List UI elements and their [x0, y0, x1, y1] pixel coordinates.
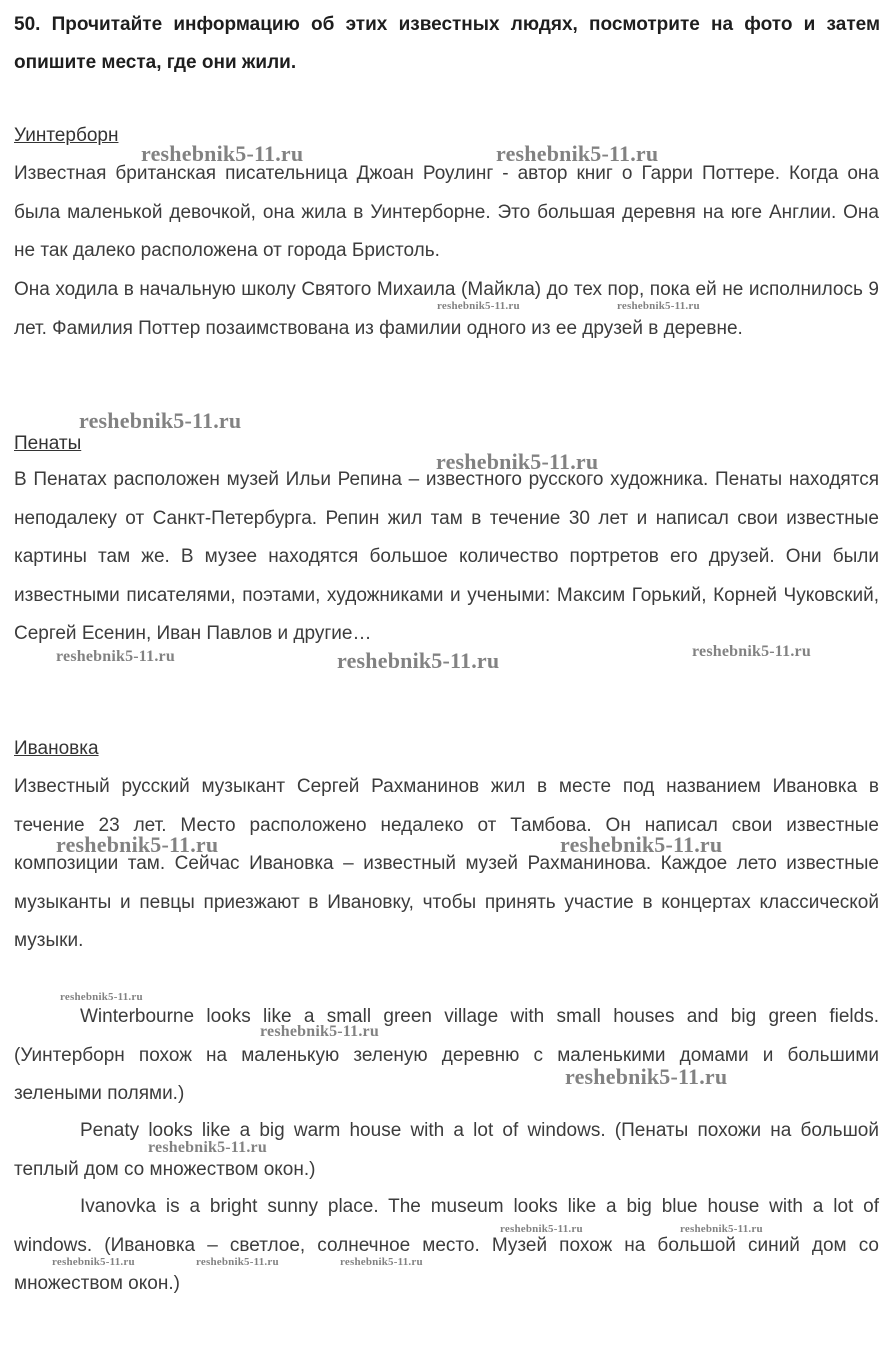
watermark: reshebnik5-11.ru — [260, 1023, 379, 1040]
watermark: reshebnik5-11.ru — [617, 300, 700, 312]
watermark: reshebnik5-11.ru — [436, 449, 599, 474]
section-text-winterbourne-2: Она ходила в начальную школу Святого Михаила (Майкла) до тех пор, пока ей не исполнилось 9 лет. Фамилия Поттер позаимствована из фамилии одного из ее друзей в деревне. — [14, 279, 879, 339]
answer-penaty: Penaty looks like a big warm house with a lot of windows. (Пенаты похожи на большой теплый дом со множеством окон.) — [14, 1120, 879, 1180]
watermark: reshebnik5-11.ru — [692, 643, 811, 660]
section-heading-ivanovka: Ивановка — [14, 738, 99, 759]
watermark: reshebnik5-11.ru — [52, 1256, 135, 1268]
watermark: reshebnik5-11.ru — [565, 1064, 728, 1089]
watermark: reshebnik5-11.ru — [141, 141, 304, 166]
watermark: reshebnik5-11.ru — [148, 1139, 267, 1156]
watermark: reshebnik5-11.ru — [56, 832, 219, 857]
section-text-winterbourne: Известная британская писательница Джоан Роулинг - автор книг о Гарри Поттере. Когда она была маленькой девочкой, она жила в Уинтерборне. Это большая деревня на юге Англии. Она не так далеко расположена от города Бристоль. — [14, 163, 879, 261]
section-heading-winterbourne: Уинтерборн — [14, 125, 119, 146]
section-text-ivanovka: Известный русский музыкант Сергей Рахманинов жил в месте под названием Ивановка в течение 23 лет. Место расположено недалеко от Тамбова. Он написал свои известные композиции там. Сейчас Ивановка – известный музей Рахманинова. Каждое лето известные музыканты и певцы приезжают в Ивановку, чтобы принять участие в концертах классической музыки. — [14, 776, 879, 951]
task-title: 50. Прочитайте информацию об этих известных людях, посмотрите на фото и затем опишите места, где они жили. — [14, 14, 880, 73]
section-text-penaty: В Пенатах расположен музей Ильи Репина – известного русского художника. Пенаты находятся неподалеку от Санкт-Петербурга. Репин жил там в течение 30 лет и написал свои известные картины там же. В музее находятся большое количество портретов его друзей. Они были известными писателями, поэтами, художниками и учеными: Максим Горький, Корней Чуковский, Сергей Есенин, Иван Павлов и другие… — [14, 469, 879, 644]
answer-winterbourne: Winterbourne looks like a small green village with small houses and big green fields. (Уинтерборн похож на маленькую зеленую деревню с маленькими домами и большими зелеными полями.) — [14, 1006, 879, 1104]
watermark: reshebnik5-11.ru — [60, 991, 143, 1003]
watermark: reshebnik5-11.ru — [560, 832, 723, 857]
watermark: reshebnik5-11.ru — [79, 408, 242, 433]
watermark: reshebnik5-11.ru — [437, 300, 520, 312]
watermark: reshebnik5-11.ru — [56, 648, 175, 665]
watermark: reshebnik5-11.ru — [337, 648, 500, 673]
section-heading-penaty: Пенаты — [14, 433, 82, 454]
answer-ivanovka: Ivanovka is a bright sunny place. The museum looks like a big blue house with a lot of windows. (Ивановка – светлое, солнечное место. Музей похож на большой синий дом со множеством окон.) — [14, 1196, 879, 1294]
watermark: reshebnik5-11.ru — [340, 1256, 423, 1268]
watermark: reshebnik5-11.ru — [680, 1223, 763, 1235]
watermark: reshebnik5-11.ru — [196, 1256, 279, 1268]
watermark: reshebnik5-11.ru — [496, 141, 659, 166]
watermark: reshebnik5-11.ru — [500, 1223, 583, 1235]
